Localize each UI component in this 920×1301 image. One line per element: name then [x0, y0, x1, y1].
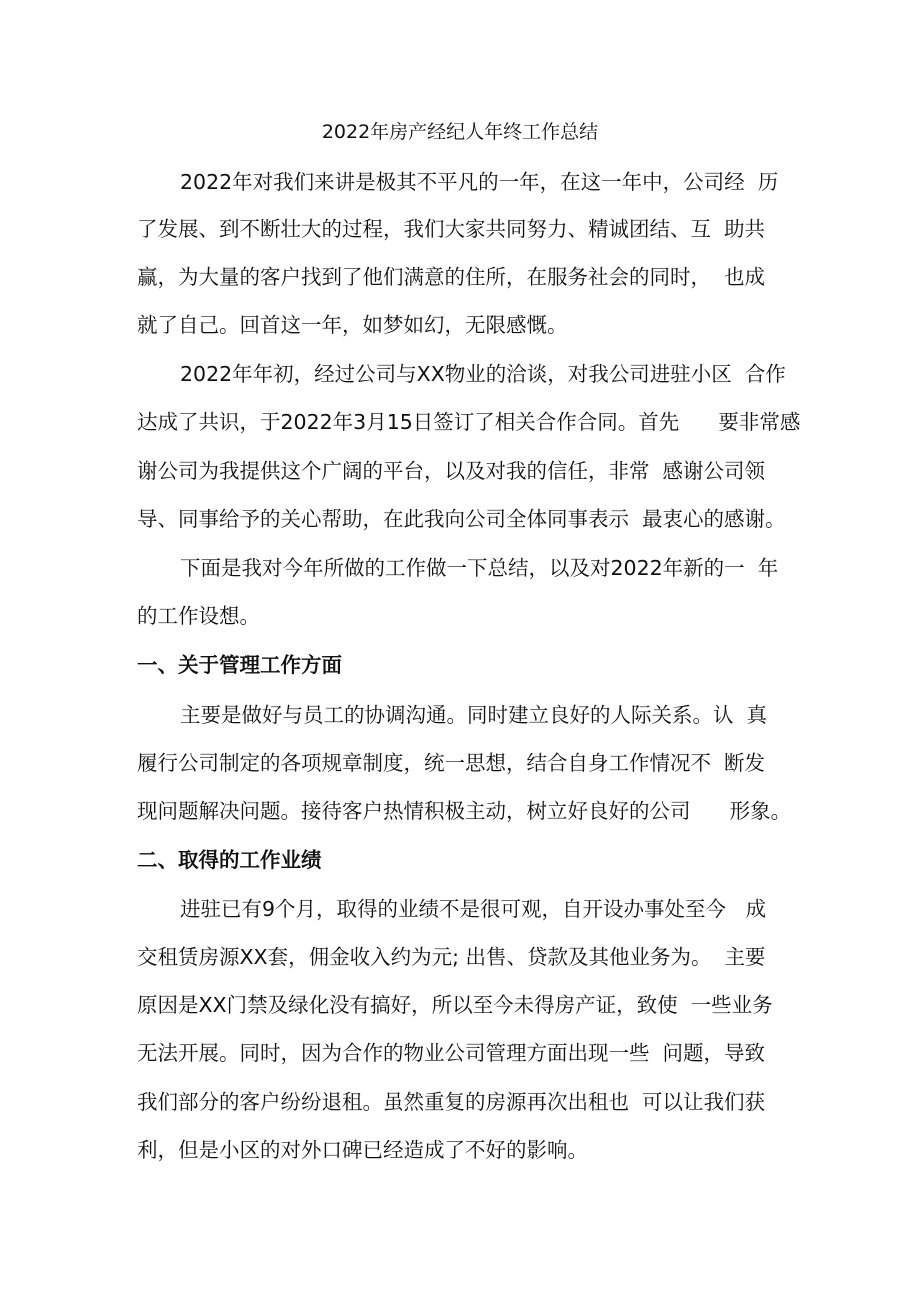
- paragraph-line: 下面是我对今年所做的工作做一下总结，以及对2022年新的一 年: [180, 556, 779, 580]
- section-heading: 二、取得的工作业绩: [137, 848, 322, 872]
- paragraph-line: 达成了共识，于2022年3月15日签订了相关合作合同。首先 要非常感: [137, 410, 801, 434]
- paragraph-line: 我们部分的客户纷纷退租。虽然重复的房源再次出租也 可以让我们获: [137, 1090, 766, 1114]
- paragraph-line: 了发展、到不断壮大的过程，我们大家共同努力、精诚团结、互 助共: [137, 217, 766, 241]
- paragraph-line: 2022年年初，经过公司与XX物业的洽谈，对我公司进驻小区 合作: [180, 362, 786, 386]
- paragraph-line: 现问题解决问题。接待客户热情积极主动，树立好良好的公司 形象。: [137, 799, 792, 823]
- paragraph-line: 无法开展。同时，因为合作的物业公司管理方面出现一些 问题，导致: [137, 1041, 766, 1065]
- paragraph-line: 交租赁房源XX套，佣金收入约为元; 出售、贷款及其他业务为。 主要: [137, 945, 766, 969]
- paragraph-line: 原因是XX门禁及绿化没有搞好，所以至今未得房产证，致使 一些业务: [137, 993, 773, 1017]
- paragraph-line: 就了自己。回首这一年，如梦如幻，无限感慨。: [137, 313, 568, 337]
- paragraph-line: 的工作设想。: [137, 604, 260, 628]
- paragraph-line: 导、同事给予的关心帮助，在此我向公司全体同事表示 最衷心的感谢。: [137, 507, 786, 531]
- paragraph-line: 赢，为大量的客户找到了他们满意的住所，在服务社会的同时， 也成: [137, 265, 766, 289]
- paragraph-line: 主要是做好与员工的协调沟通。同时建立良好的人际关系。认 真: [180, 703, 768, 727]
- paragraph-line: 履行公司制定的各项规章制度，统一思想，结合自身工作情况不 断发: [137, 751, 766, 775]
- paragraph-line: 进驻已有9个月，取得的业绩不是很可观，自开设办事处至今 成: [180, 897, 767, 921]
- paragraph-line: 2022年对我们来讲是极其不平凡的一年，在这一年中，公司经 历: [180, 170, 779, 194]
- document-title: 2022年房产经纪人年终工作总结: [321, 121, 599, 143]
- paragraph-line: 利，但是小区的对外口碑已经造成了不好的影响。: [137, 1138, 588, 1162]
- paragraph-line: 谢公司为我提供这个广阔的平台，以及对我的信任，非常 感谢公司领: [137, 459, 766, 483]
- section-heading: 一、关于管理工作方面: [137, 653, 342, 677]
